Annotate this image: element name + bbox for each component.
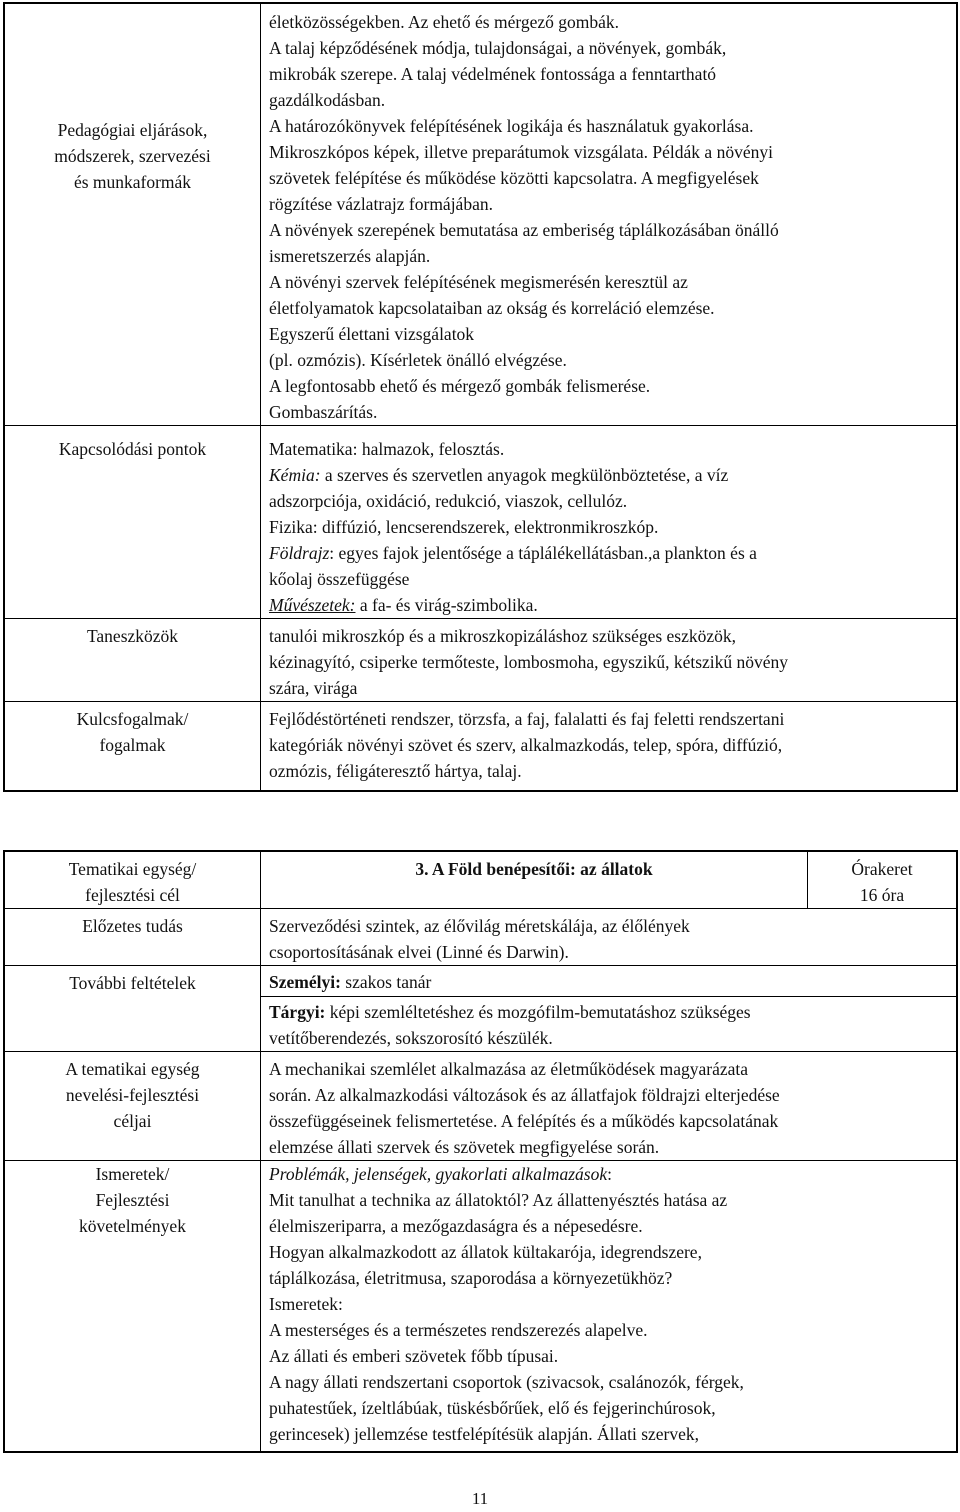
connections-label-cell <box>4 426 261 619</box>
unit-title-cell <box>261 852 808 908</box>
conditions-row <box>4 966 957 1052</box>
hours-label: Órakeret <box>851 859 913 879</box>
connection-chemistry: Kémia: a szerves és szervetlen anyagok megkülönböztetése, a víz <box>269 465 729 485</box>
hours-value: 16 óra <box>859 885 905 905</box>
concepts-label: Kulcsfogalmak/ fogalmak <box>76 709 189 755</box>
prior-label: Előzetes tudás <box>82 916 183 936</box>
page-number: 11 <box>471 1489 489 1508</box>
personal-conditions: Személyi: szakos tanár <box>261 966 956 997</box>
connections-label: Kapcsolódási pontok <box>58 439 207 459</box>
methods-row <box>4 3 957 426</box>
tools-row <box>4 619 957 702</box>
goals-label-cell <box>4 1052 261 1161</box>
problems-heading: Problémák, jelenségek, gyakorlati alkalmazások: <box>269 1164 612 1184</box>
connection-physics: Fizika: diffúzió, lencserendszerek, elektronmikroszkóp. <box>269 517 659 537</box>
unit-title: 3. A Föld benépesítői: az állatok <box>415 859 653 879</box>
unit-row <box>4 851 957 909</box>
prior-knowledge-row <box>4 909 957 966</box>
tools-label: Taneszközök <box>86 626 179 646</box>
methods-content: életközösségekben. Az ehető és mérgező gombák. A talaj képződésének módja, tulajdonságai, a növények, gombák, mikrobák szerepe. A talaj védelmének fontossága a fenntartható gazdálkodásban. A határozókönyvek felépítésének logikája és használatuk gyakorlása. Mikroszkópos képek, illetve preparátumok vizsgálata. Példák a növényi szövetek felépítése és működése közötti kapcsolatra. A megfigyelések rögzítése vázlatrajz formájában. A növények szerepének bemutatása az emberiség táplálkozásában önálló ismeretszerzés alapján. A növényi szervek felépítésének megismerésén keresztül az életfolyamatok kapcsolataiban az okság és korreláció elemzése. Egyszerű élettani vizsgálatok (pl. ozmózis). Kísérletek önálló elvégzése. A legfontosabb ehető és mérgező gombák felismerése. Gombaszárítás. <box>269 12 779 422</box>
goals-label: A tematikai egység nevelési-fejlesztési céljai <box>65 1059 200 1131</box>
unit-title-table <box>261 852 956 908</box>
methods-label-cell <box>4 3 261 426</box>
unit-content-cell <box>261 851 958 909</box>
requirements-label: Ismeretek/ Fejlesztési követelmények <box>79 1164 186 1236</box>
curriculum-table-animals <box>3 850 958 1453</box>
requirements-row <box>4 1161 957 1453</box>
methods-label: Pedagógiai eljárások, módszerek, szervezési és munkaformák <box>54 120 211 192</box>
goals-content: A mechanikai szemlélet alkalmazása az életműködések magyarázata során. Az alkalmazkodási változások és az állatfajok földrajzi elterjedése összefüggéseinek felismertetése. A felépítés és a működés kapcsolatának elemzése állati szervek és szövetek megfigyelése során. <box>269 1059 780 1157</box>
prior-content: Szerveződési szintek, az élővilág méretskálája, az élőlények csoportosításának elvei (Linné és Darwin). <box>269 916 690 962</box>
connections-content: Matematika: halmazok, felosztás. Kémia: a szerves és szervetlen anyagok megkülönböztetése, a víz adszorpciója, oxidáció, redukció, viaszok, cellulóz. Fizika: diffúzió, lencserendszerek, elektronmikroszkóp. Földrajz: egyes fajok jelentősége a táplálékellátásban.,a plankton és a kőolaj összefüggése Művészetek: a fa- és virág-szimbolika. <box>261 426 958 619</box>
requirements-label-cell <box>4 1161 261 1453</box>
tools-label-cell <box>4 619 261 702</box>
requirements-content: Problémák, jelenségek, gyakorlati alkalmazások: Mit tanulhat a technika az állatoktól? Az állattenyésztés hatása az élelmiszeriparra, a mezőgazdaságra és a népesedésre. Hogyan alkalmazkodott az állatok kültakarója, idegrendszere, táplálkozása, életritmusa, szaporodása a környezetükhöz? Ismeretek: A mesterséges és a természetes rendszerezés alapelve. Az állati és emberi szövetek főbb típusai. A nagy állati rendszertani csoportok (szivacsok, csalánozók, férgek, puhatestűek, ízeltlábúak, tüskésbőrűek, elő és fejgerinchúrosok, gerincesek) jellemzése testfelépítésük alapján. Állati szervek, <box>261 1161 958 1453</box>
conditions-label: További feltételek <box>69 973 196 993</box>
conditions-content <box>261 966 958 1052</box>
curriculum-table-plants <box>3 2 958 792</box>
unit-label: Tematikai egység/ fejlesztési cél <box>68 859 197 905</box>
tools-content: tanulói mikroszkóp és a mikroszkopizáláshoz szükséges eszközök, kézinagyító, csiperke termőteste, lombosmoha, egyszikű, kétszikű növény szára, virága <box>269 626 789 698</box>
connection-geography: Földrajz: egyes fajok jelentősége a táplálékellátásban.,a plankton és a <box>269 543 757 563</box>
concepts-content: Fejlődéstörténeti rendszer, törzsfa, a faj, falalatti és faj feletti rendszertani kategóriák növényi szövet és szerv, alkalmazkodás, telep, spóra, diffúzió, ozmózis, féligáteresztő hártya, talaj. <box>269 709 785 781</box>
concepts-label-cell <box>4 702 261 792</box>
concepts-row <box>4 702 957 792</box>
connection-arts: Művészetek: a fa- és virág-szimbolika. <box>269 595 538 615</box>
connection-math: Matematika: halmazok, felosztás. <box>269 439 505 459</box>
connections-row <box>4 426 957 619</box>
prior-label-cell <box>4 909 261 966</box>
goals-row <box>4 1052 957 1161</box>
hours-cell <box>808 852 957 908</box>
unit-label-cell <box>4 851 261 909</box>
material-conditions: Tárgyi: képi szemléltetéshez és mozgófilm-bemutatáshoz szükséges vetítőberendezés, sokszorosító készülék. <box>269 1002 751 1048</box>
conditions-label-cell <box>4 966 261 1052</box>
